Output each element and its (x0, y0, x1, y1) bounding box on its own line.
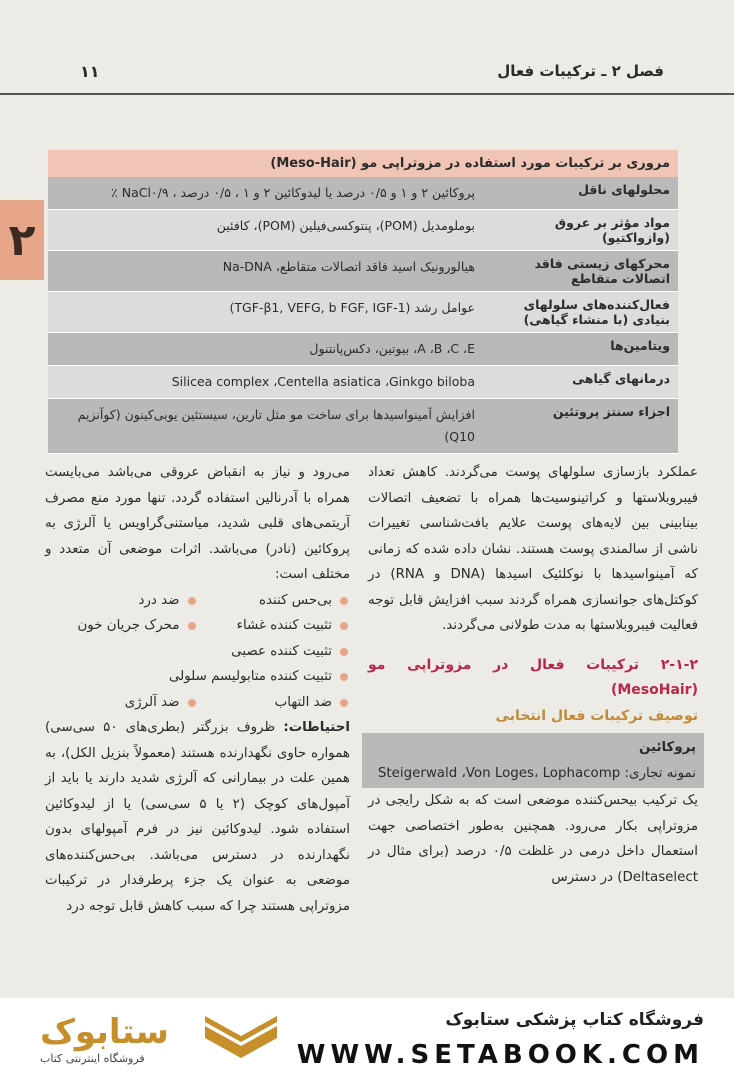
body-paragraph: عملکرد بازسازی سلولهای پوست می‌گردند. کاهش تعداد فیبروبلاستها و کراتینوسیت‌ها همراه با تضعیف اتصالات بینابینی بین لایه‌های پوست علایم بافت‌شناسی تغییرات ناشی از سالمندی پوست هستند. نشان داده شده که زمانی که آمینواسیدها با نوکلئیک اسیدها (DNA و RNA) در کوکتل‌های جوانسازی همراه گردند سبب افزایش قابل توجه فعالیت فیبروبلاستها به مدت طولانی می‌گردند. (368, 465, 698, 633)
row-label: درمانهای گیاهی (572, 371, 670, 386)
section-heading: ۲-۱-۲ ترکیبات فعال در مزوتراپی مو (MesoHair) (368, 656, 698, 698)
body-paragraph: می‌رود و نیاز به انقباض عروقی می‌باشد می‌بایست همراه با آدرنالین استفاده گردد. تنها مورد منع مصرف آریتمی‌های قلبی شدید، میاستنی‌گراویس یا آلرژی به پروکائین (نادر) می‌باشد. اثرات موضعی آن متعدد و مختلف است: (45, 465, 350, 582)
precautions (45, 715, 350, 919)
row-label: فعال‌کننده‌های سلولهای بنیادی (با منشاء گیاهی) (523, 297, 670, 327)
row-value: بوملومدیل (POM)، پنتوکسی‌فیلین (POM)، کافئین (216, 218, 475, 233)
table-row (48, 292, 678, 333)
table-caption: مروری بر ترکیبات مورد استفاده در مزوتراپی مو (Meso-Hair) (48, 150, 678, 177)
overview-table (48, 150, 678, 454)
footer-banner (0, 998, 734, 1080)
left-column (45, 460, 350, 919)
row-label: ویتامین‌ها (610, 338, 670, 353)
row-label: محلولهای ناقل (578, 182, 670, 197)
table-row (48, 333, 678, 366)
table-row (48, 366, 678, 399)
logo-subtitle: فروشگاه اینترنتی کتاب (40, 1052, 145, 1065)
procaine-title: پروکائین (638, 740, 696, 755)
list-item: ضد التهاب ضد آلرژی (45, 690, 350, 716)
row-value: عوامل رشد (TGF-β1, VEFG, b FGF, IGF-1) (229, 300, 475, 315)
row-value: Silicea complex ،Centella asiatica ،Ginkgo biloba (171, 374, 475, 389)
procaine-examples: نمونه تجاری: Steigerwald ،Von Loges، Lophacomp (377, 765, 696, 781)
store-name: فروشگاه کتاب پزشکی ستابوک (445, 1010, 704, 1030)
row-label: اجزاء سنتز پروتئین (552, 404, 670, 419)
list-item: تثبیت کننده عصبی (45, 639, 350, 665)
precautions-text: ظروف بزرگتر (بطری‌های ۵۰ سی‌سی) همواره حاوی نگهدارنده هستند (معمولاً بنزیل الکل)، به همین علت در بیمارانی که آلرژی شدید دارند یا باید از آمپول‌های کوچک (۲ یا ۵ سی‌سی) یا از لیدوکائین استفاده شود. لیدوکائین نیز در فرم آمپولهای بدون نگهدارنده در دسترس می‌باشد. بی‌حس‌کننده‌های موضعی به عنوان یک جزء پرطرفدار در ترکیبات مزوتراپی هستند چرا که سبب کاهش قابل توجه درد (45, 720, 350, 914)
list-item: بی‌حس کننده ضد درد (45, 588, 350, 614)
page-number: ۱۱ (80, 62, 100, 81)
row-label: محرکهای زیستی فاقد اتصالات متقاطع (534, 256, 670, 286)
chapter-tab: ۲ (0, 200, 44, 280)
precautions-label: احتیاطات: (283, 720, 350, 735)
body-paragraph: یک ترکیب بیحس‌کننده موضعی است که به شکل رایجی در مزوتراپی بکار می‌رود. همچنین به‌طور اختصاصی جهت استعمال داخل درمی در غلظت ۰/۵ درصد (برای مثال در Deltaselect) در دسترس (368, 793, 698, 885)
list-item: تثبیت کننده متابولیسم سلولی (45, 664, 350, 690)
row-value: افزایش آمینواسیدها برای ساخت مو مثل تارین، سیستئین یوبی‌کینون (کوآنزیم Q10) (77, 407, 475, 444)
right-column (368, 460, 698, 890)
row-label: مواد مؤثر بر عروق (وازواکتیو) (554, 215, 670, 245)
list-item: تثبیت کننده غشاء محرک جریان خون (45, 613, 350, 639)
procaine-box (362, 733, 704, 788)
table-row (48, 399, 678, 454)
chapter-title: فصل ۲ ـ ترکیبات فعال (497, 62, 664, 80)
effects-list (45, 588, 350, 716)
table-row (48, 210, 678, 251)
header-rule (0, 93, 734, 95)
row-value: هیالورونیک اسید فاقد اتصالات متقاطع، Na-DNA (222, 259, 475, 274)
table-row (48, 177, 678, 210)
sub-heading: توصیف ترکیبات فعال انتخابی (495, 707, 698, 724)
table-row (48, 251, 678, 292)
store-url[interactable]: WWW.SETABOOK.COM (296, 1040, 704, 1070)
logo-text: ستابوک (40, 1012, 169, 1052)
row-value: A ،B ،C ،E، بیوتین، دکس‌پانتنول (309, 341, 475, 356)
row-value: پروکائین ۲ و ۱ و ۰/۵ درصد یا لیدوکائین ۲ و ۱ ، ۰/۵ درصد ، NaCl۰/۹ ٪ (111, 185, 475, 200)
logo-chevron-icon (205, 1016, 277, 1066)
